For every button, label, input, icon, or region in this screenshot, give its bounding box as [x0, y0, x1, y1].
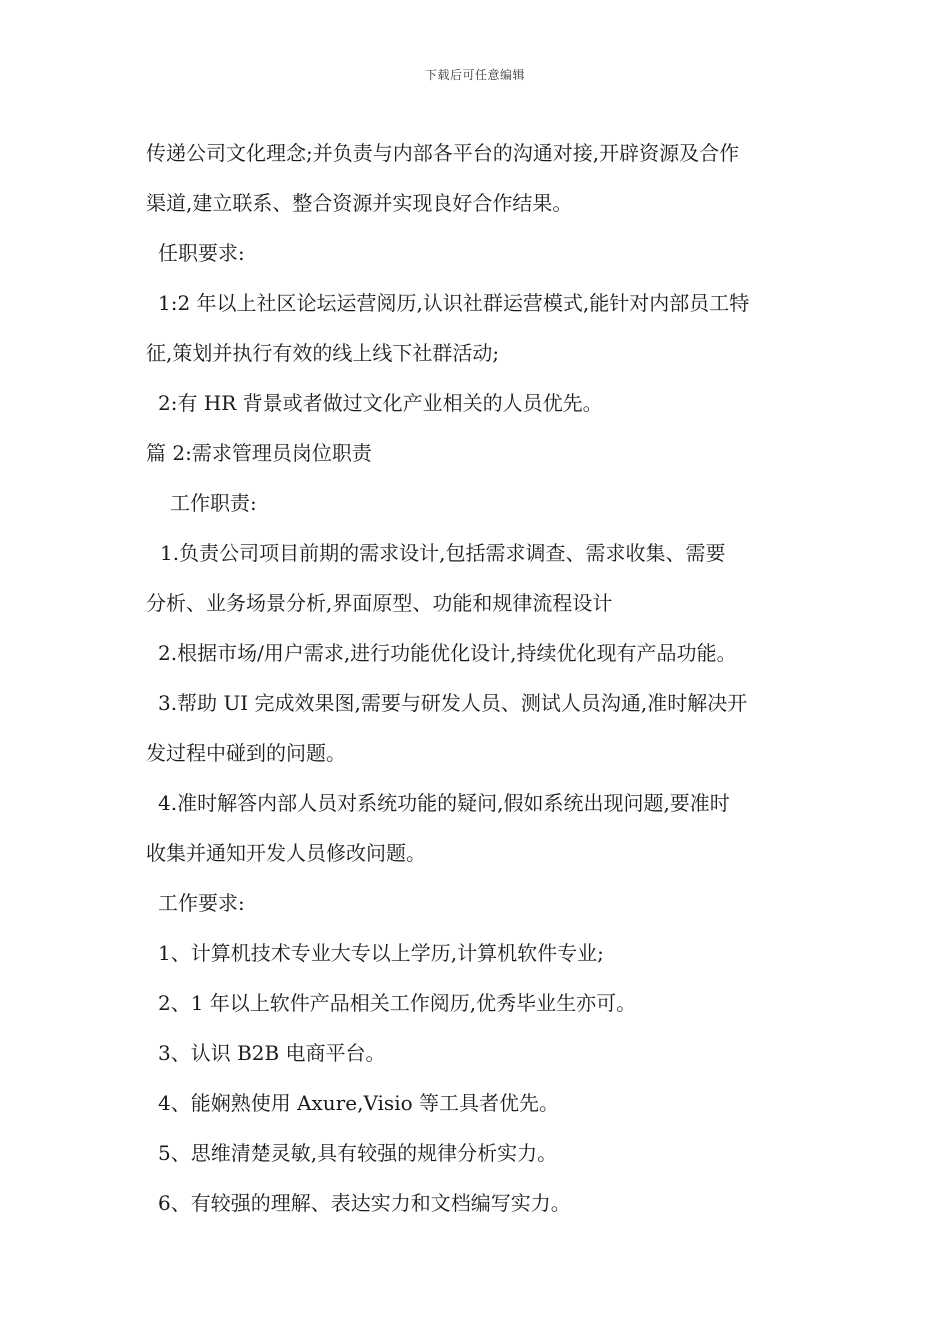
- paragraph-line: 渠道,建立联系、整合资源并实现良好合作结果。: [146, 191, 573, 215]
- list-item: 2:有 HR 背景或者做过文化产业相关的人员优先。: [158, 391, 603, 415]
- list-item: 1:2 年以上社区论坛运营阅历,认识社群运营模式,能针对内部员工特: [158, 291, 750, 315]
- list-item: 5、思维清楚灵敏,具有较强的规律分析实力。: [158, 1141, 558, 1165]
- list-item: 3.帮助 UI 完成效果图,需要与研发人员、测试人员沟通,准时解决开: [158, 691, 748, 715]
- section-heading: 任职要求:: [158, 241, 245, 265]
- list-item: 2、1 年以上软件产品相关工作阅历,优秀毕业生亦可。: [158, 991, 637, 1015]
- chapter-heading: 篇 2:需求管理员岗位职责: [146, 441, 372, 465]
- list-item: 2.根据市场/用户需求,进行功能优化设计,持续优化现有产品功能。: [158, 641, 737, 665]
- paragraph-line: 发过程中碰到的问题。: [146, 741, 346, 765]
- page-header: 下载后可任意编辑: [424, 68, 525, 82]
- list-item: 4、能娴熟使用 Axure,Visio 等工具者优先。: [158, 1091, 559, 1115]
- list-item: 4.准时解答内部人员对系统功能的疑问,假如系统出现问题,要准时: [158, 791, 730, 815]
- paragraph-line: 分析、业务场景分析,界面原型、功能和规律流程设计: [146, 591, 613, 615]
- document-body: [146, 128, 810, 1228]
- list-item: 1、计算机技术专业大专以上学历,计算机软件专业;: [158, 941, 604, 965]
- list-item: 6、有较强的理解、表达实力和文档编写实力。: [158, 1191, 571, 1215]
- paragraph-line: 传递公司文化理念;并负责与内部各平台的沟通对接,开辟资源及合作: [146, 141, 740, 165]
- paragraph-line: 征,策划并执行有效的线上线下社群活动;: [146, 341, 500, 365]
- section-heading: 工作要求:: [158, 891, 245, 915]
- section-heading: 工作职责:: [170, 491, 257, 515]
- paragraph-line: 收集并通知开发人员修改问题。: [146, 841, 426, 865]
- list-item: 1.负责公司项目前期的需求设计,包括需求调查、需求收集、需要: [160, 541, 726, 565]
- list-item: 3、认识 B2B 电商平台。: [158, 1041, 386, 1065]
